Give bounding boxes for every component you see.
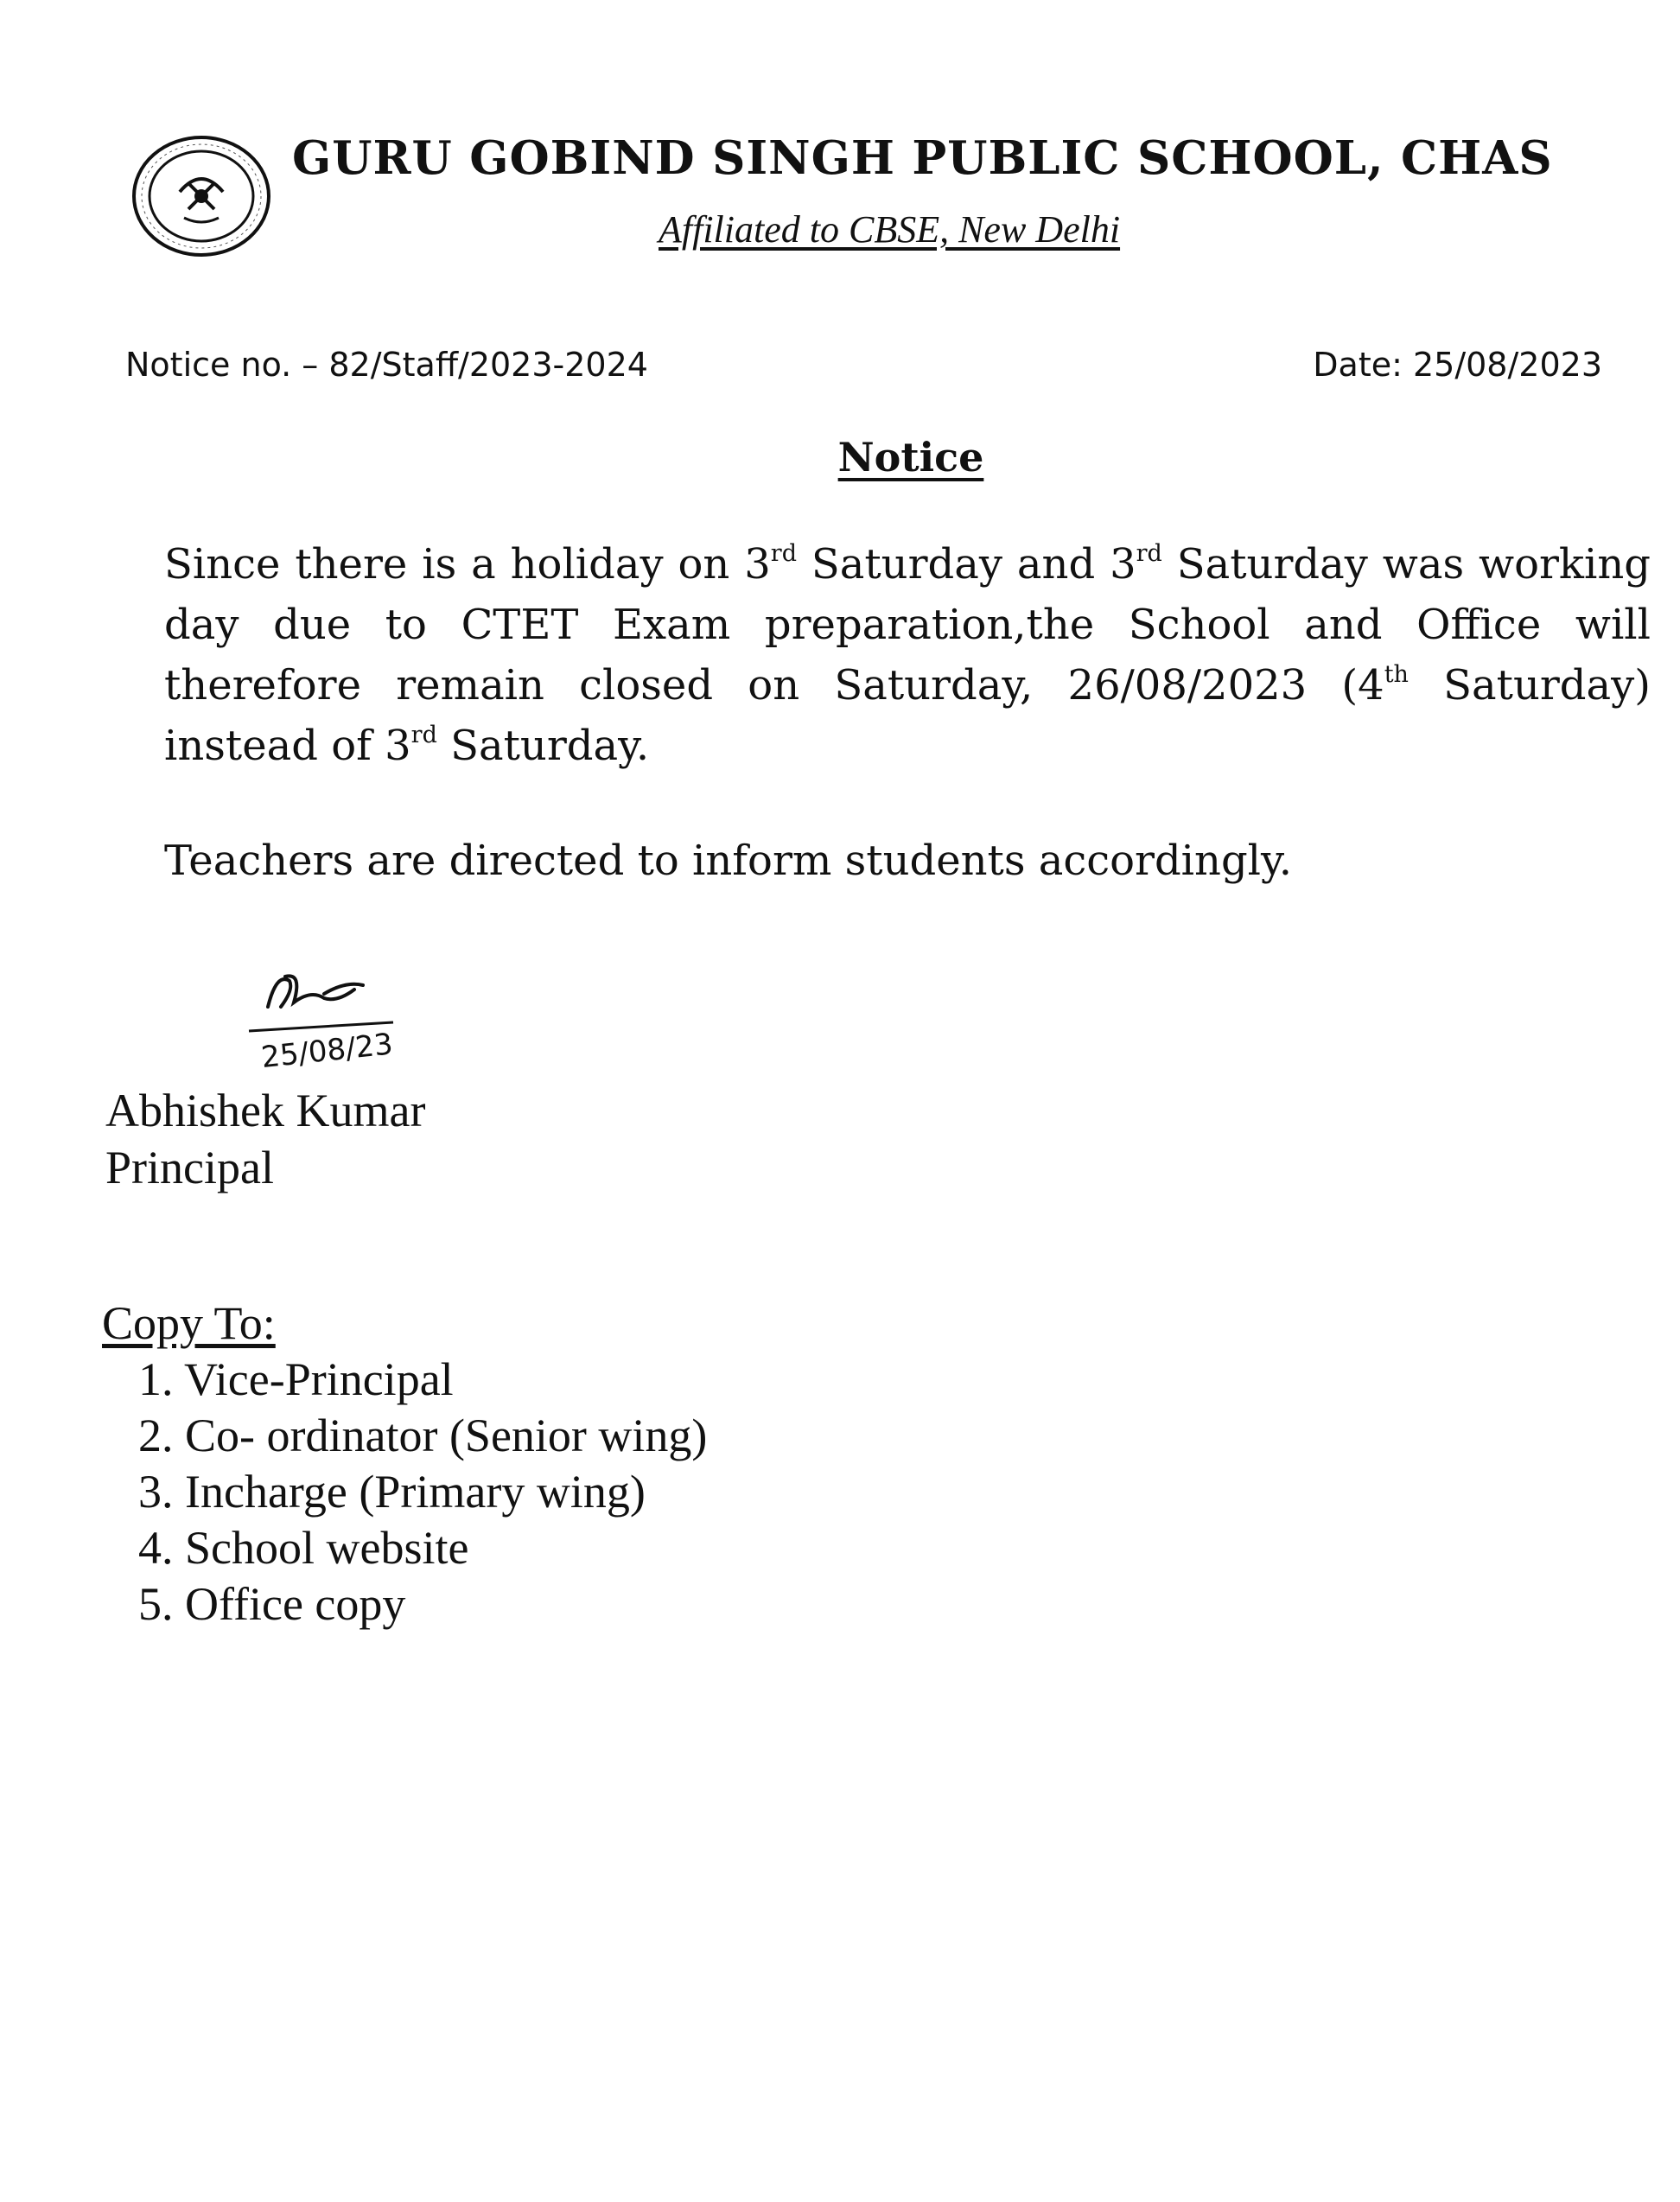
svg-text:25/08/23: 25/08/23: [259, 1027, 395, 1076]
ordinal-suffix: rd: [770, 540, 797, 567]
handwritten-signature: [242, 955, 501, 1076]
para-text: Saturday.: [436, 722, 650, 770]
signatory-block: [105, 1082, 425, 1196]
copy-to-list: [138, 1352, 707, 1632]
signatory-name: Abhishek Kumar: [105, 1085, 426, 1136]
copy-to-item: 4. School website: [138, 1522, 469, 1574]
copy-to-item: 2. Co- ordinator (Senior wing): [138, 1410, 708, 1461]
ordinal-suffix: th: [1384, 661, 1409, 688]
para-text: Saturday and 3: [796, 540, 1136, 589]
notice-number: Notice no. – 82/Staff/2023-2024: [125, 346, 648, 384]
notice-heading-row: [0, 434, 1680, 480]
copy-to-label: Copy To:: [102, 1297, 276, 1349]
para-text: Saturday was working day due to CTET Exam preparation,the School and Office will therefore remain closed on Saturday, 26/08/2023 (4: [164, 540, 1651, 710]
copy-to-item: 3. Incharge (Primary wing): [138, 1466, 646, 1518]
copy-to-item: 1. Vice-Principal: [138, 1353, 454, 1405]
ordinal-suffix: rd: [1136, 540, 1162, 567]
para-text: Saturday) instead of 3: [164, 661, 1651, 770]
notice-instruction: Teachers are directed to inform students accordingly.: [164, 837, 1293, 885]
school-seal-logo: [128, 131, 275, 261]
copy-to-item: 5. Office copy: [138, 1578, 406, 1630]
notice-date: Date: 25/08/2023: [1313, 346, 1602, 384]
signatory-designation: Principal: [105, 1142, 274, 1193]
notice-body-paragraph: [164, 534, 1651, 776]
notice-heading: Notice: [837, 434, 984, 480]
ordinal-suffix: rd: [410, 722, 437, 748]
para-text: Since there is a holiday on 3: [164, 540, 771, 589]
school-name: GURU GOBIND SINGH PUBLIC SCHOOL, CHAS: [292, 131, 1553, 185]
affiliation: Affiliated to CBSE, New Delhi: [659, 208, 1121, 251]
